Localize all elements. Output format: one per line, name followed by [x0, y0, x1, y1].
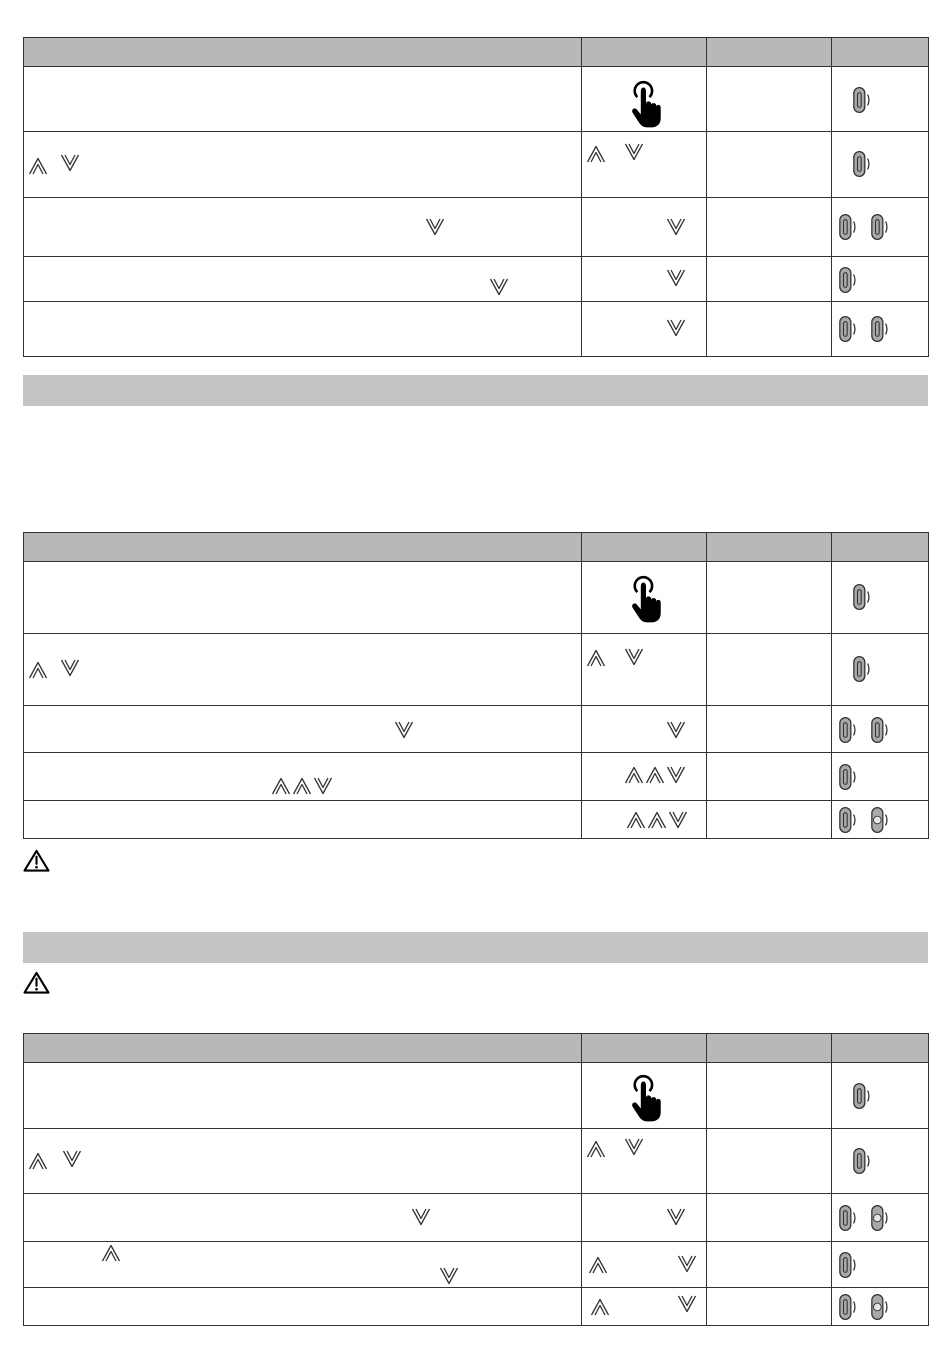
touch-hand-icon	[628, 573, 664, 625]
beep-speaker-icon	[838, 314, 860, 344]
signal-cell	[832, 1063, 929, 1129]
key-cell	[582, 562, 707, 634]
table-row	[24, 1063, 929, 1129]
display-cell	[707, 1063, 832, 1129]
display-cell	[707, 1194, 832, 1242]
signal-cell	[832, 706, 929, 753]
up-chevron-icon	[586, 1140, 606, 1158]
display-cell	[707, 634, 832, 706]
table-row	[24, 801, 929, 839]
key-cell	[582, 1129, 707, 1194]
header-cell-step	[24, 533, 582, 562]
up-chevron-icon	[28, 157, 48, 175]
display-cell	[707, 302, 832, 357]
header-cell-key	[582, 533, 707, 562]
beep-speaker-icon	[870, 212, 892, 242]
beep-speaker-icon	[852, 85, 874, 115]
table-header-row	[24, 38, 929, 67]
beep-speaker-icon	[838, 1203, 860, 1233]
header-cell-display	[707, 1034, 832, 1063]
step-cell	[24, 132, 582, 198]
table-row	[24, 1194, 929, 1242]
step-cell	[24, 634, 582, 706]
table-row	[24, 67, 929, 132]
procedure-table-2	[23, 532, 929, 839]
step-cell	[24, 1194, 582, 1242]
section-band-1	[23, 375, 928, 406]
key-cell	[582, 1242, 707, 1288]
key-cell	[582, 198, 707, 257]
header-cell-signal	[832, 38, 929, 67]
display-cell	[707, 706, 832, 753]
header-cell-key	[582, 38, 707, 67]
warning-triangle-icon	[23, 971, 50, 994]
display-cell	[707, 1129, 832, 1194]
warning-triangle-icon	[23, 849, 50, 872]
down-chevron-icon	[62, 1150, 82, 1168]
beep-speaker-icon	[852, 149, 874, 179]
step-cell	[24, 1242, 582, 1288]
key-cell	[582, 706, 707, 753]
down-chevron-icon	[666, 721, 686, 739]
beep-speaker-icon	[870, 715, 892, 745]
display-cell	[707, 1242, 832, 1288]
signal-cell	[832, 1129, 929, 1194]
up-chevron-icon	[590, 1298, 610, 1316]
display-cell	[707, 1288, 832, 1326]
down-chevron-icon	[489, 278, 509, 296]
up-chevron-icon	[28, 1152, 48, 1170]
up-chevron-icon	[586, 649, 606, 667]
step-cell	[24, 1063, 582, 1129]
table-row	[24, 562, 929, 634]
down-chevron-icon	[666, 319, 686, 337]
step-cell	[24, 562, 582, 634]
table-row	[24, 634, 929, 706]
display-cell	[707, 801, 832, 839]
table-header-row	[24, 1034, 929, 1063]
down-chevron-icon	[411, 1208, 431, 1226]
table-row	[24, 706, 929, 753]
up-chevron-icon	[28, 661, 48, 679]
up-chevron-icon	[647, 811, 667, 829]
table-row	[24, 132, 929, 198]
display-cell	[707, 67, 832, 132]
step-cell	[24, 1129, 582, 1194]
signal-cell	[832, 562, 929, 634]
up-chevron-icon	[645, 766, 665, 784]
beep-speaker-icon	[838, 762, 860, 792]
table-row	[24, 257, 929, 302]
beep-speaker-icon	[852, 1081, 874, 1111]
key-cell	[582, 1288, 707, 1326]
up-chevron-icon	[588, 1256, 608, 1274]
beep-speaker-icon	[838, 1292, 860, 1322]
step-cell	[24, 1288, 582, 1326]
signal-cell	[832, 257, 929, 302]
down-chevron-icon	[666, 766, 686, 784]
down-chevron-icon	[425, 218, 445, 236]
up-chevron-icon	[624, 766, 644, 784]
table-header-row	[24, 533, 929, 562]
step-cell	[24, 198, 582, 257]
speaker-off-icon	[870, 805, 892, 835]
table-row	[24, 302, 929, 357]
beep-speaker-icon	[838, 1250, 860, 1280]
up-chevron-icon	[292, 777, 312, 795]
beep-speaker-icon	[838, 265, 860, 295]
speaker-off-icon	[870, 1292, 892, 1322]
key-cell	[582, 132, 707, 198]
beep-speaker-icon	[870, 314, 892, 344]
touch-hand-icon	[628, 1072, 664, 1124]
signal-cell	[832, 753, 929, 801]
display-cell	[707, 562, 832, 634]
down-chevron-icon	[624, 143, 644, 161]
beep-speaker-icon	[838, 805, 860, 835]
down-chevron-icon	[677, 1295, 697, 1313]
down-chevron-icon	[666, 218, 686, 236]
up-chevron-icon	[586, 145, 606, 163]
step-cell	[24, 302, 582, 357]
beep-speaker-icon	[838, 715, 860, 745]
key-cell	[582, 1063, 707, 1129]
key-cell	[582, 257, 707, 302]
table-row	[24, 753, 929, 801]
header-cell-display	[707, 38, 832, 67]
step-cell	[24, 801, 582, 839]
up-chevron-icon	[626, 811, 646, 829]
down-chevron-icon	[624, 648, 644, 666]
beep-speaker-icon	[852, 582, 874, 612]
up-chevron-icon	[271, 777, 291, 795]
down-chevron-icon	[624, 1138, 644, 1156]
speaker-off-icon	[870, 1203, 892, 1233]
step-cell	[24, 257, 582, 302]
signal-cell	[832, 801, 929, 839]
table-row	[24, 1129, 929, 1194]
step-cell	[24, 753, 582, 801]
display-cell	[707, 257, 832, 302]
display-cell	[707, 132, 832, 198]
signal-cell	[832, 132, 929, 198]
display-cell	[707, 753, 832, 801]
signal-cell	[832, 302, 929, 357]
table-row	[24, 1242, 929, 1288]
down-chevron-icon	[668, 811, 688, 829]
down-chevron-icon	[394, 721, 414, 739]
table-row	[24, 1288, 929, 1326]
down-chevron-icon	[60, 154, 80, 172]
signal-cell	[832, 198, 929, 257]
header-cell-step	[24, 38, 582, 67]
signal-cell	[832, 1242, 929, 1288]
key-cell	[582, 801, 707, 839]
beep-speaker-icon	[852, 1146, 874, 1176]
signal-cell	[832, 67, 929, 132]
down-chevron-icon	[313, 777, 333, 795]
table-row	[24, 198, 929, 257]
step-cell	[24, 67, 582, 132]
header-cell-display	[707, 533, 832, 562]
section-band-2	[23, 932, 928, 963]
beep-speaker-icon	[852, 654, 874, 684]
display-cell	[707, 198, 832, 257]
step-cell	[24, 706, 582, 753]
key-cell	[582, 67, 707, 132]
down-chevron-icon	[666, 269, 686, 287]
key-cell	[582, 302, 707, 357]
down-chevron-icon	[439, 1267, 459, 1285]
signal-cell	[832, 1288, 929, 1326]
procedure-table-1	[23, 37, 929, 357]
header-cell-signal	[832, 1034, 929, 1063]
header-cell-signal	[832, 533, 929, 562]
header-cell-step	[24, 1034, 582, 1063]
beep-speaker-icon	[838, 212, 860, 242]
key-cell	[582, 753, 707, 801]
touch-hand-icon	[628, 78, 664, 130]
down-chevron-icon	[60, 659, 80, 677]
down-chevron-icon	[666, 1208, 686, 1226]
key-cell	[582, 634, 707, 706]
up-chevron-icon	[101, 1244, 121, 1262]
key-cell	[582, 1194, 707, 1242]
procedure-table-3	[23, 1033, 929, 1326]
header-cell-key	[582, 1034, 707, 1063]
signal-cell	[832, 634, 929, 706]
signal-cell	[832, 1194, 929, 1242]
down-chevron-icon	[677, 1255, 697, 1273]
